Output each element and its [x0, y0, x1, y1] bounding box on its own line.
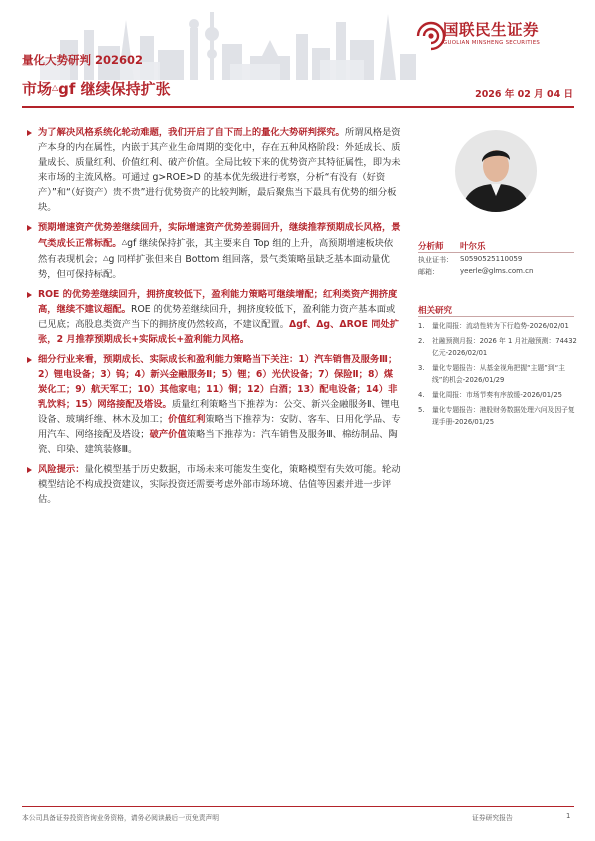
related-research-title: 相关研究	[418, 306, 453, 316]
p4-text-2: 策略当下推荐为：安防、客车、日用化学品、专用汽车、网络接配及塔设；	[38, 414, 401, 440]
p1-text: 所谓风格是资产本身的内在属性，内嵌于其产业生命周期的变化中，存在五种风格阶段：外延成长、质量成长、质量红利、价值红利、破产价值。全局比较下来的优势资产其特征属性，即为未来市场的主流风格。可通过 g>ROE>D 的基本优先级进行考察，分析“有没有（好资产）”和“（好资产）贵不贵”进行优势资产的比较判断，最后聚焦当下最具有优势的细分板块。	[38, 127, 401, 213]
p4-value-dividend: 价值红利	[168, 414, 206, 425]
title-pre: 市场	[22, 80, 53, 98]
p4-lead: 细分行业来看，预期成长、实际成长和盈利能力策略当下关注：1）汽车销售及服务Ⅲ；2）锂电设备；3）钨；4）新兴金融服务Ⅱ；5）锂；6）光伏设备；7）保险Ⅱ；8）煤炭化工；9）航天军工；10）其他家电；11）铜；12）白酒；13）配电设备；14）非乳饮料；15）网络接配及塔设。	[38, 354, 398, 410]
related-item[interactable]: 1. 量化周报：流动性转为下行趋势-2026/02/01	[418, 322, 569, 330]
related-item[interactable]: 5. 量化专题报告：港股财务数据处理六问及因子复现手册-2026/01/25	[418, 406, 575, 426]
related-divider	[418, 316, 574, 317]
summary-paragraph-2	[38, 220, 402, 282]
related-item[interactable]: 2. 社融预测月报：2026 年 1 月社融预测：74432 亿元-2026/02/01	[418, 337, 577, 357]
summary-body	[38, 125, 402, 512]
summary-paragraph-4	[38, 352, 402, 457]
related-research-list	[418, 320, 578, 431]
analyst-divider	[418, 252, 574, 253]
risk-label: 风险提示：	[38, 464, 85, 475]
analyst-label: 分析师	[418, 242, 444, 252]
footer-divider	[22, 806, 574, 807]
p4-text-1: 质量红利策略当下推荐为：公交、新兴金融服务Ⅱ、锂电设备、玻璃纤维、林木及加工；	[38, 399, 400, 425]
logo-text: 国联民生证券	[443, 21, 540, 39]
report-date: 2026 年 02 月 04 日	[475, 89, 573, 100]
p2-text-2: g 同样扩张但来自 Bottom 组回落，景气类策略虽缺乏基本面动量优势，但可保持标配。	[38, 254, 390, 280]
risk-warning	[38, 462, 402, 507]
footer-disclaimer: 本公司具备证券投资咨询业务资格，请务必阅读最后一页免责声明	[22, 814, 220, 822]
header-divider	[22, 106, 574, 108]
p2-lead: 预期增速资产优势差继续回升，实际增速资产优势差弱回升，继续推荐预期成长风格，景气类成长正常标配。	[38, 222, 401, 249]
p3-lead: ROE 的优势差继续回升，拥挤度较低下，盈利能力策略可继续增配；红利类资产拥挤度高，继续不建议超配。	[38, 289, 398, 315]
p2-text-1: gf 继续保持扩张，其主要来自 Top 组的上升，高预期增速板块依然有表现机会；	[38, 238, 394, 265]
p2-delta-2: △	[103, 254, 109, 262]
p1-lead: 为了解决风格系统化轮动难题，我们开启了自下而上的量化大势研判探究。	[38, 127, 345, 138]
report-title	[22, 78, 171, 99]
logo-subtitle: GUOLIAN MINSHENG SECURITIES	[443, 40, 541, 46]
p4-text-3: 策略当下推荐为：汽车销售及服务Ⅲ、棉纺制品、陶瓷、印染、建筑装修Ⅲ。	[38, 429, 398, 455]
analyst-email-row	[418, 267, 534, 277]
email-link[interactable]: yeerle@glms.com.cn	[460, 267, 534, 275]
p3-conclusion: Δgf、Δg、ΔROE 同处扩张，2 月推荐预期成长+实际成长+盈利能力风格。	[38, 319, 400, 345]
title-delta: △	[52, 83, 59, 92]
analyst-photo	[455, 130, 537, 212]
related-item[interactable]: 4. 量化周报：市场节奏有序放缓-2026/01/25	[418, 391, 562, 399]
cert-number: S0590525110059	[460, 255, 523, 263]
analyst-name: 叶尔乐	[460, 242, 486, 252]
p3-text: ROE 的优势差继续回升，拥挤度较低下，盈利能力资产基本面或已见底；高股息类资产当下的拥挤度仍然较高，不建议配置。	[38, 304, 396, 330]
related-item[interactable]: 3. 量化专题报告：从基金视角把握“主题”到“主线”的机会-2026/01/29	[418, 364, 565, 384]
p2-delta-1: △	[121, 238, 128, 246]
footer-report-type: 证券研究报告	[472, 814, 513, 822]
email-label: 邮箱：	[418, 268, 439, 276]
analyst-cert-row	[418, 255, 523, 265]
p4-bankruptcy-value: 破产价值	[149, 429, 187, 440]
title-post: gf 继续保持扩张	[58, 80, 171, 98]
report-series: 量化大势研判 202602	[22, 53, 144, 67]
page-number: 1	[566, 812, 571, 820]
risk-text: 量化模型基于历史数据，市场未来可能发生变化，策略模型有失效可能。轮动模型结论不构成投资建议，实际投资还需要考虑外部市场环境、估值等因素并进一步评估。	[38, 464, 401, 505]
cert-label: 执业证书：	[418, 256, 453, 264]
summary-paragraph-1	[38, 125, 402, 215]
summary-paragraph-3	[38, 287, 402, 347]
